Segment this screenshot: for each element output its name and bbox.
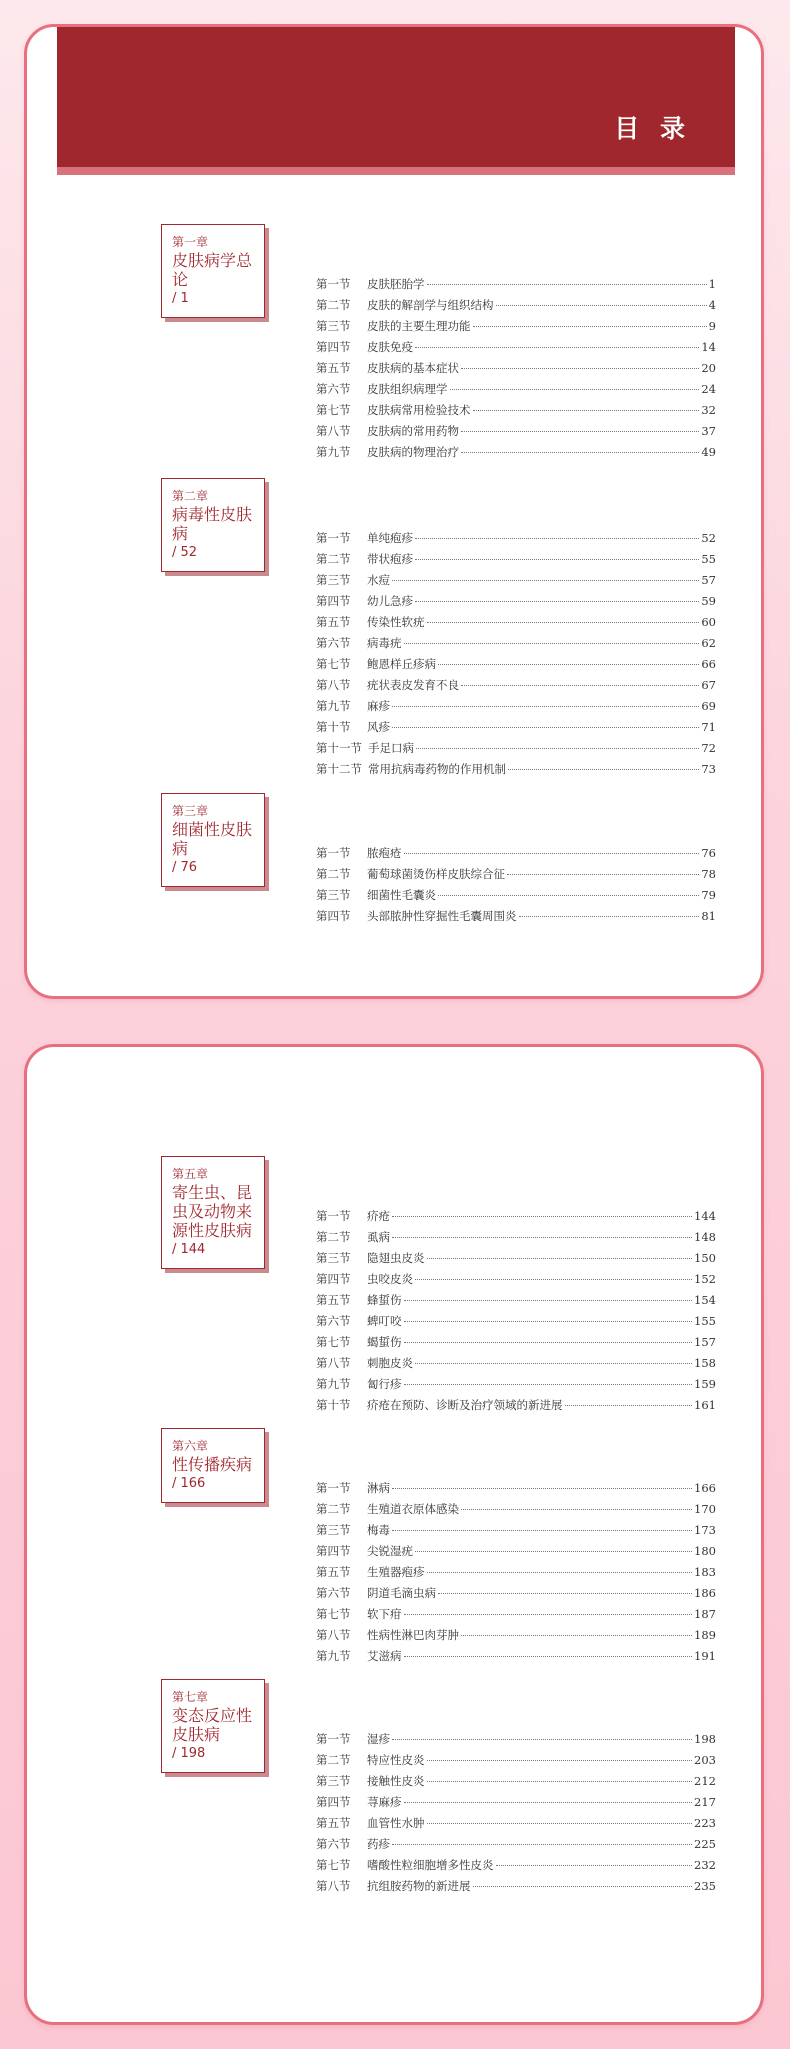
toc-entry[interactable]	[316, 402, 716, 423]
section-number: 第八节	[316, 1879, 351, 1893]
toc-entry[interactable]	[316, 677, 716, 698]
section-number: 第一节	[316, 277, 351, 291]
toc-entry[interactable]	[316, 551, 716, 572]
section-page: 60	[701, 615, 716, 629]
section-page: 232	[694, 1858, 716, 1872]
section-page: 203	[694, 1753, 716, 1767]
leader-dots	[416, 748, 699, 749]
toc-entry[interactable]	[316, 1606, 716, 1627]
toc-entry[interactable]	[316, 1836, 716, 1857]
section-number: 第三节	[316, 573, 351, 587]
section-title: 皮肤组织病理学	[367, 382, 448, 396]
chapter-page: / 76	[172, 860, 198, 875]
section-page: 37	[701, 424, 716, 438]
leader-dots	[519, 916, 700, 917]
toc-entry[interactable]	[316, 1250, 716, 1271]
leader-dots	[404, 1614, 693, 1615]
section-title: 疥疮在预防、诊断及治疗领域的新进展	[367, 1398, 563, 1412]
section-page: 173	[694, 1523, 716, 1537]
section-page: 24	[701, 382, 716, 396]
section-page: 67	[701, 678, 716, 692]
section-title: 细菌性毛囊炎	[367, 888, 436, 902]
toc-entry[interactable]	[316, 908, 716, 929]
leader-dots	[565, 1405, 693, 1406]
leader-dots	[461, 368, 699, 369]
section-page: 66	[701, 657, 716, 671]
leader-dots	[415, 559, 699, 560]
section-page: 217	[694, 1795, 716, 1809]
section-number: 第八节	[316, 678, 351, 692]
toc-entry[interactable]	[316, 381, 716, 402]
section-title: 皮肤的主要生理功能	[367, 319, 471, 333]
section-title: 软下疳	[367, 1607, 402, 1621]
section-number: 第五节	[316, 1816, 351, 1830]
toc-entry[interactable]	[316, 1794, 716, 1815]
toc-entry[interactable]	[316, 530, 716, 551]
section-number: 第三节	[316, 1774, 351, 1788]
section-page: 166	[694, 1481, 716, 1495]
chapter-page: / 52	[172, 545, 198, 560]
leader-dots	[415, 538, 699, 539]
section-page: 32	[701, 403, 716, 417]
section-title: 性病性淋巴肉芽肿	[367, 1628, 459, 1642]
section-list	[316, 1208, 716, 1418]
chapter-number: 第五章	[172, 1167, 209, 1181]
section-page: 152	[694, 1272, 716, 1286]
toc-entry[interactable]	[316, 614, 716, 635]
toc-entry[interactable]	[316, 1773, 716, 1794]
toc-card-2	[24, 1044, 764, 2025]
toc-title: 目 录	[614, 114, 691, 143]
section-number: 第一节	[316, 1209, 351, 1223]
toc-entry[interactable]	[316, 1334, 716, 1355]
section-title: 刺胞皮炎	[367, 1356, 413, 1370]
section-page: 1	[708, 277, 716, 291]
section-title: 皮肤免疫	[367, 340, 413, 354]
chapter-title: 寄生虫、昆虫及动物来源性皮肤病	[172, 1183, 253, 1240]
section-page: 52	[701, 531, 716, 545]
section-title: 皮肤病常用检验技术	[367, 403, 471, 417]
section-page: 155	[694, 1314, 716, 1328]
section-page: 78	[701, 867, 716, 881]
leader-dots	[415, 1279, 692, 1280]
toc-entry[interactable]	[316, 572, 716, 593]
section-title: 幼儿急疹	[367, 594, 413, 608]
section-page: 81	[701, 909, 716, 923]
section-title: 皮肤病的物理治疗	[367, 445, 459, 459]
leader-dots	[473, 1886, 693, 1887]
section-title: 脓疱疮	[367, 846, 402, 860]
leader-dots	[461, 452, 699, 453]
section-number: 第四节	[316, 1272, 351, 1286]
section-title: 病毒疣	[367, 636, 402, 650]
section-list	[316, 276, 716, 465]
section-number: 第八节	[316, 1356, 351, 1370]
section-page: 20	[701, 361, 716, 375]
leader-dots	[404, 1342, 693, 1343]
leader-dots	[473, 410, 700, 411]
section-page: 49	[701, 445, 716, 459]
section-page: 148	[694, 1230, 716, 1244]
section-number: 第三节	[316, 888, 351, 902]
section-number: 第二节	[316, 1230, 351, 1244]
section-number: 第九节	[316, 445, 351, 459]
section-number: 第一节	[316, 1481, 351, 1495]
chapter-page: / 166	[172, 1476, 206, 1491]
section-number: 第四节	[316, 909, 351, 923]
toc-entry[interactable]	[316, 1480, 716, 1501]
toc-entry[interactable]	[316, 1397, 716, 1418]
toc-entry[interactable]	[316, 297, 716, 318]
leader-dots	[404, 1802, 693, 1803]
leader-dots	[438, 895, 699, 896]
section-page: 73	[701, 762, 716, 776]
leader-dots	[392, 727, 699, 728]
chapter-number: 第六章	[172, 1439, 209, 1453]
toc-entry[interactable]	[316, 866, 716, 887]
leader-dots	[427, 284, 707, 285]
section-page: 79	[701, 888, 716, 902]
toc-entry[interactable]	[316, 444, 716, 465]
section-title: 水痘	[367, 573, 390, 587]
section-number: 第七节	[316, 657, 351, 671]
section-page: 191	[694, 1649, 716, 1663]
toc-entry[interactable]	[316, 1878, 716, 1899]
chapter-heading-box	[161, 1156, 265, 1269]
section-title: 抗组胺药物的新进展	[367, 1879, 471, 1893]
section-number: 第十二节	[316, 762, 362, 776]
toc-entry[interactable]	[316, 1648, 716, 1669]
chapter-heading-box	[161, 1428, 265, 1503]
section-number: 第三节	[316, 1523, 351, 1537]
section-number: 第四节	[316, 594, 351, 608]
toc-entry[interactable]	[316, 1815, 716, 1836]
toc-entry[interactable]	[316, 423, 716, 444]
toc-entry[interactable]	[316, 1731, 716, 1752]
chapter-number: 第三章	[172, 804, 209, 818]
section-title: 头部脓肿性穿掘性毛囊周围炎	[367, 909, 517, 923]
section-title: 疥疮	[367, 1209, 390, 1223]
chapter-number: 第七章	[172, 1690, 209, 1704]
section-number: 第六节	[316, 1837, 351, 1851]
section-title: 艾滋病	[367, 1649, 402, 1663]
section-number: 第四节	[316, 1795, 351, 1809]
toc-entry[interactable]	[316, 276, 716, 297]
chapter-heading-box	[161, 478, 265, 572]
toc-entry[interactable]	[316, 887, 716, 908]
leader-dots	[427, 1572, 693, 1573]
section-title: 湿疹	[367, 1732, 390, 1746]
chapter-heading-box	[161, 793, 265, 887]
leader-dots	[392, 580, 699, 581]
section-list	[316, 845, 716, 929]
section-title: 尖锐湿疣	[367, 1544, 413, 1558]
section-title: 蜱叮咬	[367, 1314, 402, 1328]
section-page: 198	[694, 1732, 716, 1746]
toc-entry[interactable]	[316, 318, 716, 339]
leader-dots	[415, 601, 699, 602]
section-number: 第二节	[316, 298, 351, 312]
leader-dots	[392, 706, 699, 707]
section-page: 187	[694, 1607, 716, 1621]
section-title: 特应性皮炎	[367, 1753, 425, 1767]
toc-entry[interactable]	[316, 656, 716, 677]
leader-dots	[404, 1384, 693, 1385]
leader-dots	[461, 1635, 692, 1636]
chapter-title: 变态反应性皮肤病	[172, 1706, 253, 1744]
section-number: 第六节	[316, 636, 351, 650]
leader-dots	[427, 1760, 693, 1761]
section-number: 第五节	[316, 1565, 351, 1579]
section-page: 76	[701, 846, 716, 860]
section-page: 186	[694, 1586, 716, 1600]
section-page: 235	[694, 1879, 716, 1893]
section-number: 第九节	[316, 699, 351, 713]
section-title: 嗜酸性粒细胞增多性皮炎	[367, 1858, 494, 1872]
leader-dots	[392, 1237, 692, 1238]
section-page: 150	[694, 1251, 716, 1265]
leader-dots	[392, 1739, 692, 1740]
section-number: 第七节	[316, 1607, 351, 1621]
section-page: 161	[694, 1398, 716, 1412]
section-page: 72	[701, 741, 716, 755]
section-page: 157	[694, 1335, 716, 1349]
section-page: 180	[694, 1544, 716, 1558]
toc-entry[interactable]	[316, 1208, 716, 1229]
section-page: 170	[694, 1502, 716, 1516]
leader-dots	[404, 1321, 693, 1322]
section-number: 第七节	[316, 1858, 351, 1872]
leader-dots	[496, 305, 707, 306]
toc-entry[interactable]	[316, 635, 716, 656]
section-page: 55	[701, 552, 716, 566]
section-title: 单纯疱疹	[367, 531, 413, 545]
section-number: 第一节	[316, 1732, 351, 1746]
section-title: 蜂蜇伤	[367, 1293, 402, 1307]
section-title: 虫咬皮炎	[367, 1272, 413, 1286]
section-title: 疣状表皮发育不良	[367, 678, 459, 692]
banner-accent-strip	[57, 167, 735, 175]
section-title: 麻疹	[367, 699, 390, 713]
section-number: 第七节	[316, 1335, 351, 1349]
section-page: 59	[701, 594, 716, 608]
chapter-number: 第一章	[172, 235, 209, 249]
leader-dots	[438, 1593, 692, 1594]
leader-dots	[392, 1488, 692, 1489]
section-page: 71	[701, 720, 716, 734]
section-title: 手足口病	[368, 741, 414, 755]
section-title: 匐行疹	[367, 1377, 402, 1391]
leader-dots	[427, 1823, 693, 1824]
section-list	[316, 530, 716, 782]
section-page: 69	[701, 699, 716, 713]
section-number: 第二节	[316, 1753, 351, 1767]
chapter-title: 病毒性皮肤病	[172, 505, 253, 543]
section-title: 葡萄球菌烫伤样皮肤综合征	[367, 867, 505, 881]
toc-entry[interactable]	[316, 1376, 716, 1397]
section-title: 皮肤胚胎学	[367, 277, 425, 291]
section-title: 生殖道衣原体感染	[367, 1502, 459, 1516]
leader-dots	[404, 853, 700, 854]
section-number: 第六节	[316, 1314, 351, 1328]
section-title: 皮肤的解剖学与组织结构	[367, 298, 494, 312]
toc-entry[interactable]	[316, 845, 716, 866]
section-title: 虱病	[367, 1230, 390, 1244]
leader-dots	[427, 1258, 693, 1259]
toc-entry[interactable]	[316, 698, 716, 719]
leader-dots	[415, 347, 699, 348]
section-number: 第二节	[316, 867, 351, 881]
section-title: 药疹	[367, 1837, 390, 1851]
section-number: 第三节	[316, 1251, 351, 1265]
chapter-page: / 144	[172, 1242, 206, 1257]
leader-dots	[392, 1530, 692, 1531]
section-number: 第七节	[316, 403, 351, 417]
section-title: 隐翅虫皮炎	[367, 1251, 425, 1265]
chapter-title: 皮肤病学总论	[172, 251, 253, 289]
section-title: 生殖器疱疹	[367, 1565, 425, 1579]
leader-dots	[461, 685, 699, 686]
chapter-heading-box	[161, 1679, 265, 1773]
section-page: 183	[694, 1565, 716, 1579]
toc-entry[interactable]	[316, 360, 716, 381]
chapter-page: / 198	[172, 1746, 206, 1761]
section-list	[316, 1731, 716, 1899]
section-page: 225	[694, 1837, 716, 1851]
toc-entry[interactable]	[316, 1355, 716, 1376]
leader-dots	[427, 1781, 693, 1782]
section-number: 第一节	[316, 531, 351, 545]
toc-entry[interactable]	[316, 1585, 716, 1606]
section-title: 带状疱疹	[367, 552, 413, 566]
toc-entry[interactable]	[316, 1564, 716, 1585]
section-number: 第一节	[316, 846, 351, 860]
chapter-number: 第二章	[172, 489, 209, 503]
leader-dots	[461, 1509, 692, 1510]
toc-entry[interactable]	[316, 1271, 716, 1292]
chapter-title: 细菌性皮肤病	[172, 820, 253, 858]
toc-card-1	[24, 24, 764, 999]
section-page: 62	[701, 636, 716, 650]
leader-dots	[427, 622, 700, 623]
section-number: 第十节	[316, 1398, 351, 1412]
section-title: 梅毒	[367, 1523, 390, 1537]
toc-entry[interactable]	[316, 740, 716, 761]
toc-entry[interactable]	[316, 1543, 716, 1564]
leader-dots	[392, 1844, 692, 1845]
section-number: 第十一节	[316, 741, 362, 755]
section-number: 第三节	[316, 319, 351, 333]
section-page: 154	[694, 1293, 716, 1307]
section-page: 223	[694, 1816, 716, 1830]
leader-dots	[461, 431, 699, 432]
section-page: 212	[694, 1774, 716, 1788]
leader-dots	[473, 326, 707, 327]
leader-dots	[392, 1216, 692, 1217]
toc-entry[interactable]	[316, 1501, 716, 1522]
section-number: 第十节	[316, 720, 351, 734]
section-number: 第五节	[316, 615, 351, 629]
section-number: 第八节	[316, 424, 351, 438]
toc-entry[interactable]	[316, 1857, 716, 1878]
chapter-heading-box	[161, 224, 265, 318]
section-number: 第二节	[316, 1502, 351, 1516]
section-number: 第六节	[316, 382, 351, 396]
section-number: 第八节	[316, 1628, 351, 1642]
toc-entry[interactable]	[316, 1627, 716, 1648]
leader-dots	[507, 874, 699, 875]
section-page: 14	[701, 340, 716, 354]
toc-entry[interactable]	[316, 339, 716, 360]
leader-dots	[415, 1363, 692, 1364]
section-list	[316, 1480, 716, 1669]
chapter-page: / 1	[172, 291, 189, 306]
leader-dots	[404, 1656, 693, 1657]
section-title: 淋病	[367, 1481, 390, 1495]
section-title: 蝎蜇伤	[367, 1335, 402, 1349]
section-number: 第五节	[316, 1293, 351, 1307]
section-title: 皮肤病的基本症状	[367, 361, 459, 375]
section-title: 荨麻疹	[367, 1795, 402, 1809]
section-title: 皮肤病的常用药物	[367, 424, 459, 438]
section-title: 阴道毛滴虫病	[367, 1586, 436, 1600]
section-page: 189	[694, 1628, 716, 1642]
leader-dots	[450, 389, 700, 390]
toc-entry[interactable]	[316, 1522, 716, 1543]
toc-entry[interactable]	[316, 1752, 716, 1773]
section-page: 158	[694, 1356, 716, 1370]
leader-dots	[496, 1865, 693, 1866]
leader-dots	[404, 1300, 693, 1301]
section-title: 接触性皮炎	[367, 1774, 425, 1788]
toc-entry[interactable]	[316, 1292, 716, 1313]
section-title: 常用抗病毒药物的作用机制	[368, 762, 506, 776]
leader-dots	[508, 769, 699, 770]
section-page: 144	[694, 1209, 716, 1223]
toc-entry[interactable]	[316, 719, 716, 740]
section-page: 57	[701, 573, 716, 587]
section-number: 第九节	[316, 1377, 351, 1391]
toc-entry[interactable]	[316, 761, 716, 782]
section-number: 第九节	[316, 1649, 351, 1663]
section-number: 第四节	[316, 1544, 351, 1558]
section-title: 鲍恩样丘疹病	[367, 657, 436, 671]
section-page: 4	[708, 298, 716, 312]
toc-entry[interactable]	[316, 593, 716, 614]
leader-dots	[404, 643, 700, 644]
leader-dots	[438, 664, 699, 665]
toc-entry[interactable]	[316, 1229, 716, 1250]
toc-entry[interactable]	[316, 1313, 716, 1334]
section-title: 传染性软疣	[367, 615, 425, 629]
toc-banner	[57, 27, 735, 167]
section-title: 血管性水肿	[367, 1816, 425, 1830]
section-number: 第五节	[316, 361, 351, 375]
section-title: 风疹	[367, 720, 390, 734]
section-number: 第六节	[316, 1586, 351, 1600]
section-number: 第二节	[316, 552, 351, 566]
section-page: 9	[708, 319, 716, 333]
chapter-title: 性传播疾病	[172, 1455, 253, 1474]
section-page: 159	[694, 1377, 716, 1391]
leader-dots	[415, 1551, 692, 1552]
section-number: 第四节	[316, 340, 351, 354]
